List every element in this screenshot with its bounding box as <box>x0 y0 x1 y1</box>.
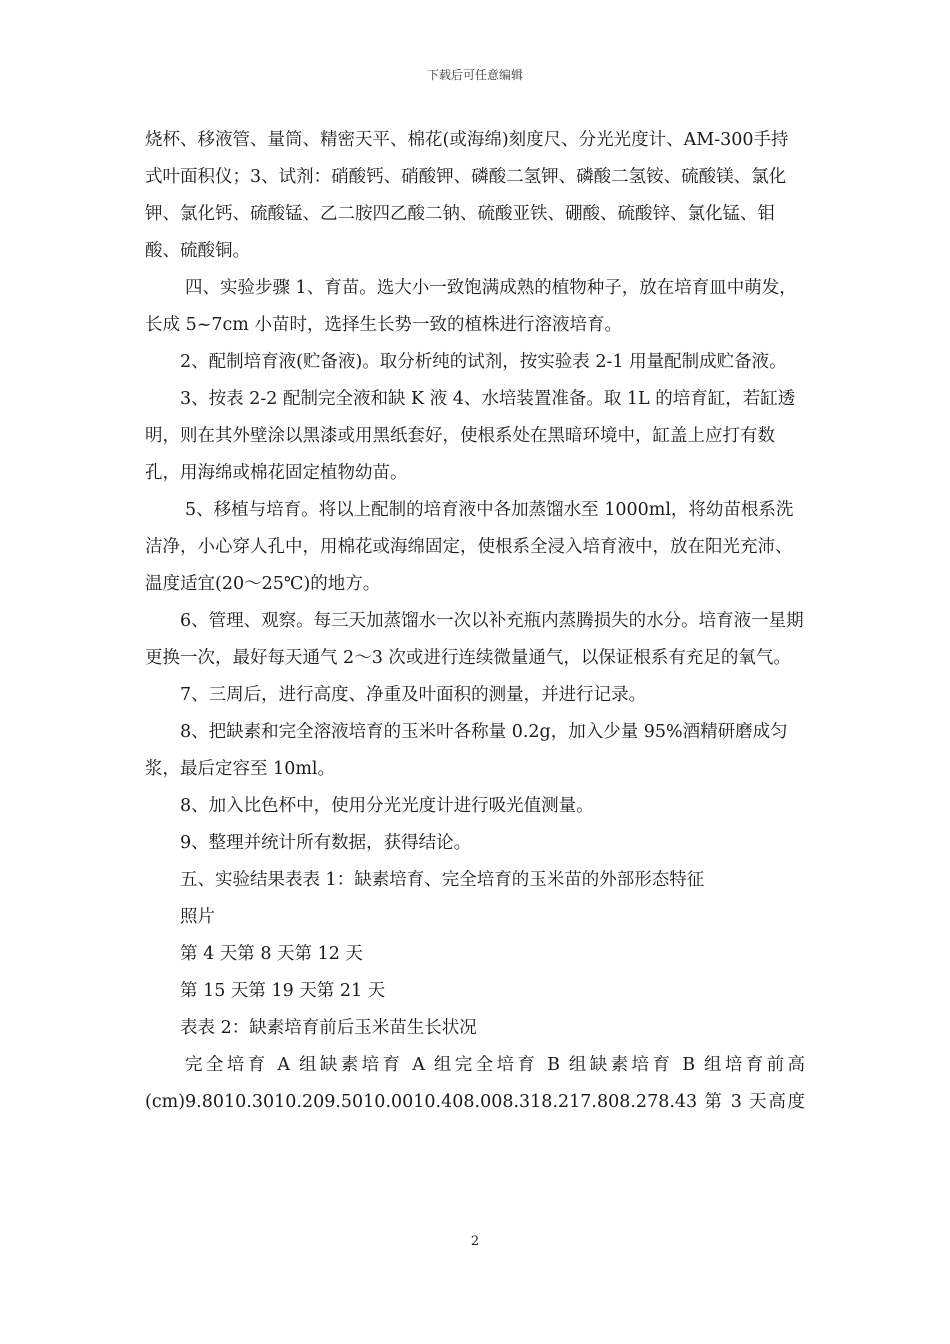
page-number: 2 <box>470 1234 480 1249</box>
table-1-days-row-2: 第 15 天第 19 天第 21 天 <box>180 981 386 1001</box>
table-1-photo-label: 照片 <box>180 907 215 927</box>
table-2-title: 表表 2：缺素培育前后玉米苗生长状况 <box>180 1018 477 1038</box>
paragraph-step-8a: 8、把缺素和完全溶液培育的玉米叶各称量 0.2g，加入少量 95%酒精研磨成匀浆，最后定容至 10ml。 <box>145 722 788 779</box>
table-2-data-row: (cm)9.8010.3010.209.5010.0010.408.008.318.217.808.278.43 第 3 天高度 <box>145 1092 805 1112</box>
paragraph-step-2: 2、配制培育液(贮备液)。取分析纯的试剂，按实验表 2-1 用量配制成贮备液。 <box>180 352 787 372</box>
paragraph-step-9: 9、整理并统计所有数据，获得结论。 <box>180 833 472 853</box>
page-header: 下载后可任意编辑 <box>426 68 523 82</box>
paragraph-step-1: 四、实验步骤 1、育苗。选大小一致饱满成熟的植物种子，放在培育皿中萌发，长成 5~7cm 小苗时，选择生长势一致的植株进行溶液培育。 <box>145 278 797 335</box>
paragraph-step-8b: 8、加入比色杯中，使用分光光度计进行吸光值测量。 <box>180 796 594 816</box>
paragraph-step-6: 6、管理、观察。每三天加蒸馏水一次以补充瓶内蒸腾损失的水分。培育液一星期更换一次，最好每天通气 2～3 次或进行连续微量通气，以保证根系有充足的氧气。 <box>145 611 804 668</box>
paragraph-results-heading: 五、实验结果表表 1：缺素培育、完全培育的玉米苗的外部形态特征 <box>180 870 705 890</box>
paragraph-step-7: 7、三周后，进行高度、净重及叶面积的测量，并进行记录。 <box>180 685 647 705</box>
paragraph-step-5: 5、移植与培育。将以上配制的培育液中各加蒸馏水至 1000ml，将幼苗根系洗洁净，小心穿人孔中，用棉花或海绵固定，使根系全浸入培育液中，放在阳光充沛、温度适宜(20～25℃)的地方。 <box>145 500 794 594</box>
table-1-days-row-1: 第 4 天第 8 天第 12 天 <box>180 944 363 964</box>
body-text <box>145 122 805 1121</box>
paragraph-step-3-4: 3、按表 2-2 配制完全液和缺 K 液 4、水培装置准备。取 1L 的培育缸，若缸透明，则在其外壁涂以黑漆或用黑纸套好，使根系处在黑暗环境中，缸盖上应打有数孔，用海绵或棉花固定植物幼苗。 <box>145 389 796 483</box>
paragraph-materials: 烧杯、移液管、量筒、精密天平、棉花(或海绵)刻度尺、分光光度计、AM-300手持式叶面积仪；3、试剂：硝酸钙、硝酸钾、磷酸二氢钾、磷酸二氢铵、硫酸镁、氯化钾、氯化钙、硫酸锰、乙二胺四乙酸二钠、硫酸亚铁、硼酸、硫酸锌、氯化锰、钼酸、硫酸铜。 <box>145 130 789 261</box>
table-2-header-row: 完全培育 A 组缺素培育 A 组完全培育 B 组缺素培育 B 组培育前高 <box>185 1055 805 1075</box>
